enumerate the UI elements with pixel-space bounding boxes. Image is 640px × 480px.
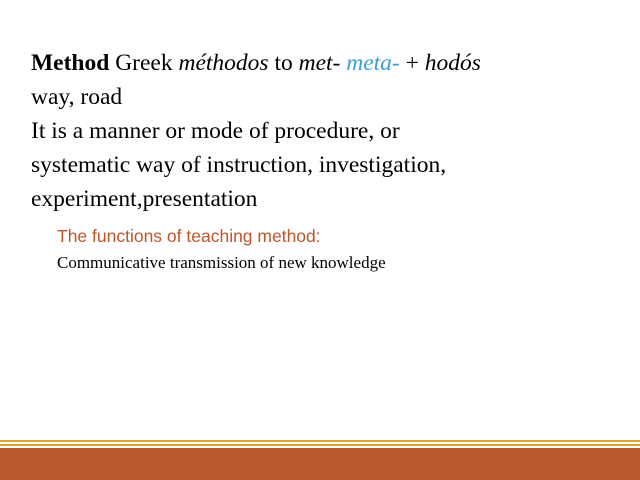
- hodos-word: hodós: [424, 50, 481, 76]
- definition-line-2: way, road: [31, 84, 123, 110]
- footer-bar: [0, 448, 640, 480]
- term-method: Method: [31, 50, 110, 76]
- definition-line-3: It is a manner or mode of procedure, or: [31, 118, 400, 144]
- greek-label: Greek: [109, 50, 179, 76]
- meta-word: meta-: [346, 50, 400, 76]
- definition-line-4: systematic way of instruction, investigation,: [31, 152, 447, 178]
- to-word: to: [268, 50, 299, 76]
- footer-accent-line-top: [0, 440, 640, 442]
- definition-line-5: experiment,presentation: [31, 186, 258, 212]
- definition-line-1: [31, 46, 621, 80]
- definition-block: [31, 46, 621, 216]
- dash-separator: -: [332, 50, 347, 76]
- functions-heading: The functions of teaching method:: [57, 226, 321, 246]
- plus-sign: +: [399, 50, 425, 76]
- greek-word: méthodos: [178, 50, 269, 76]
- met-word: met: [298, 50, 333, 76]
- functions-item: Communicative transmission of new knowledge: [57, 253, 386, 272]
- footer-accent-line-bottom: [0, 444, 640, 446]
